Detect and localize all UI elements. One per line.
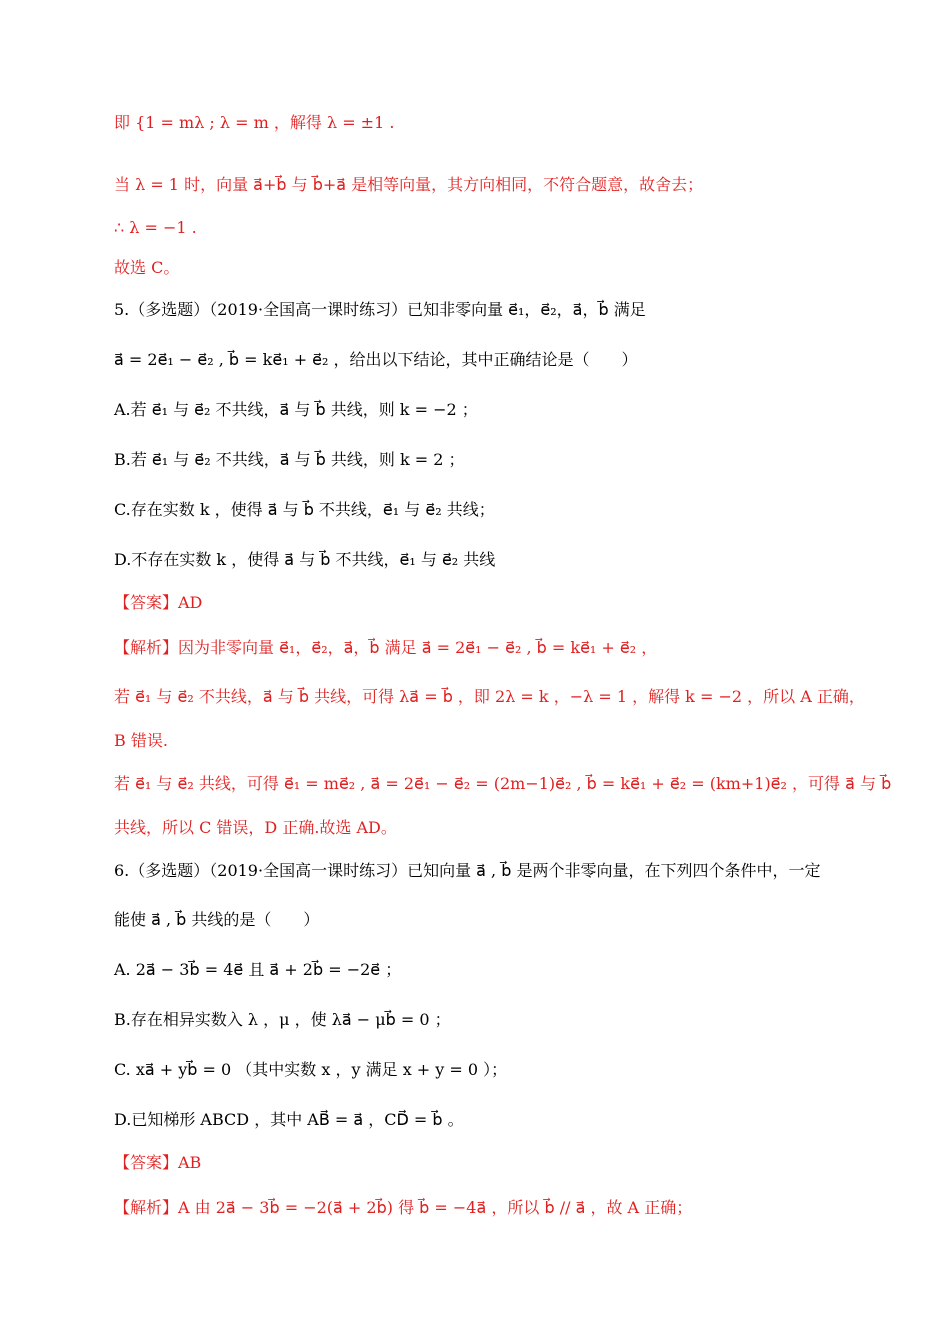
text-line-1: 即 {1 = mλ ; λ = m ，解得 λ = ±1 . [114, 113, 395, 132]
question-5-analysis-3: B 错误. [114, 731, 168, 750]
question-6-stem-1: 6.（多选题）（2019·全国高一课时练习）已知向量 a⃗ , b⃗ 是两个非零向量，在下列四个条件中，一定 [114, 861, 821, 880]
question-5-analysis-5: 共线，所以 C 错误，D 正确.故选 AD。 [114, 818, 397, 837]
question-6-answer: 【答案】AB [114, 1153, 202, 1172]
text-line-4: 故选 C。 [114, 258, 180, 277]
question-5-answer: 【答案】AD [114, 593, 203, 612]
text-line-3: ∴ λ = −1 . [114, 218, 197, 237]
question-6-option-b: B.存在相异实数入 λ ，μ ，使 λa⃗ − μb⃗ = 0 ； [114, 1010, 451, 1029]
question-5-option-a: A.若 e⃗₁ 与 e⃗₂ 不共线，a⃗ 与 b⃗ 共线，则 k = −2 ； [114, 400, 478, 419]
question-5-option-b: B.若 e⃗₁ 与 e⃗₂ 不共线，a⃗ 与 b⃗ 共线，则 k = 2 ； [114, 450, 465, 469]
question-6-option-d: D.已知梯形 ABCD ，其中 AB⃗ = a⃗ ，CD⃗ = b⃗ 。 [114, 1110, 464, 1129]
question-5-analysis-4: 若 e⃗₁ 与 e⃗₂ 共线，可得 e⃗₁ = me⃗₂ , a⃗ = 2e⃗₁ − e⃗₂ = (2m−1)e⃗₂ , b⃗ = ke⃗₁ + e⃗₂ = (km+1)e⃗₂ ，可得 a⃗ 与 b⃗ [114, 774, 892, 793]
question-5-condition: a⃗ = 2e⃗₁ − e⃗₂ , b⃗ = ke⃗₁ + e⃗₂ ，给出以下结论，其中正确结论是（ ） [114, 350, 638, 369]
question-6-stem-2: 能使 a⃗ , b⃗ 共线的是（ ） [114, 910, 320, 929]
question-6-option-a: A. 2a⃗ − 3b⃗ = 4e⃗ 且 a⃗ + 2b⃗ = −2e⃗ ； [114, 960, 402, 979]
question-6-analysis-1: 【解析】A 由 2a⃗ − 3b⃗ = −2(a⃗ + 2b⃗) 得 b⃗ = −4a⃗ ，所以 b⃗ // a⃗ ，故 A 正确； [114, 1198, 693, 1217]
question-5-analysis-1: 【解析】因为非零向量 e⃗₁，e⃗₂，a⃗，b⃗ 满足 a⃗ = 2e⃗₁ − e⃗₂ , b⃗ = ke⃗₁ + e⃗₂ ， [114, 638, 658, 657]
question-5-option-c: C.存在实数 k ，使得 a⃗ 与 b⃗ 不共线，e⃗₁ 与 e⃗₂ 共线； [114, 500, 495, 519]
question-5-stem: 5.（多选题）（2019·全国高一课时练习）已知非零向量 e⃗₁，e⃗₂，a⃗，b⃗ 满足 [114, 300, 646, 319]
question-5-analysis-2: 若 e⃗₁ 与 e⃗₂ 不共线，a⃗ 与 b⃗ 共线，可得 λa⃗ = b⃗ ，即 2λ = k ，−λ = 1 ，解得 k = −2 ，所以 A 正确， [114, 687, 865, 706]
text-line-2: 当 λ = 1 时，向量 a⃗+b⃗ 与 b⃗+a⃗ 是相等向量，其方向相同，不符合题意，故舍去； [114, 175, 704, 194]
question-5-option-d: D.不存在实数 k ，使得 a⃗ 与 b⃗ 不共线，e⃗₁ 与 e⃗₂ 共线 [114, 550, 496, 569]
question-6-option-c: C. xa⃗ + yb⃗ = 0 （其中实数 x ，y 满足 x + y = 0 ）； [114, 1060, 508, 1079]
